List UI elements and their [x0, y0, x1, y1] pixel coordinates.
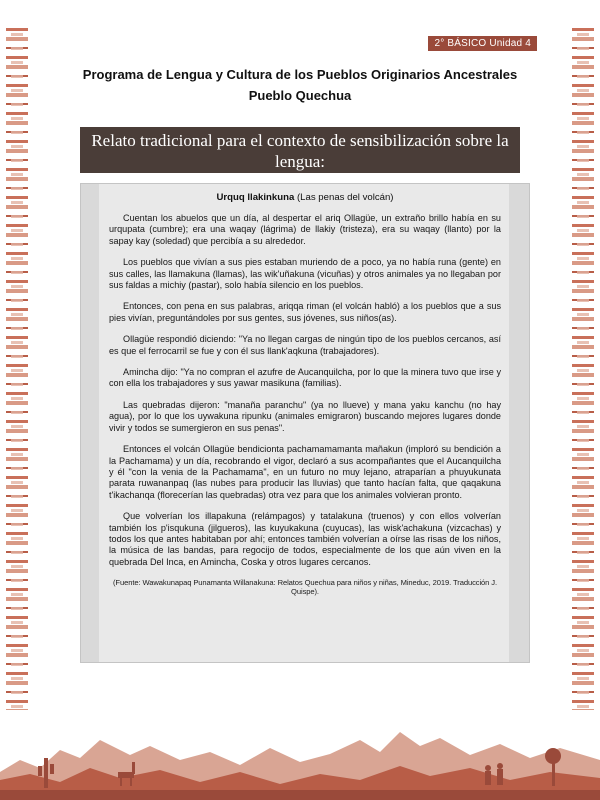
story-content [99, 184, 509, 662]
unit-badge: 2° BÁSICO Unidad 4 [428, 36, 537, 51]
story-box [80, 183, 530, 663]
landscape-illustration [0, 710, 600, 800]
decorative-border-right [572, 28, 594, 718]
story-paragraph: Que volverían los illapakuna (relámpagos) y tatalakuna (truenos) y con ellos volverían también los p'isqukuna (jilgueros), las kuyukakuna (cuyucas), las wisk'achakuna (vizcachas) y todos los que antes habitaban por ahí; entonces también volverían a oírse las risas de los niños, la música de las bandas, para regocijo de todos, especialmente de los que aún viven en la quebrada Del Inca, en Amincha, Coska y otros lugares cercanos. [109, 511, 501, 567]
story-paragraph: Entonces, con pena en sus palabras, ariqqa riman (el volcán habló) a los pueblos que a sus pies vivían, preguntándoles por sus gentes, sus jóvenes, sus niños(as). [109, 301, 501, 323]
story-paragraph: Cuentan los abuelos que un día, al despertar el ariq Ollagüe, un extraño brillo había en su urqupata (cumbre); era una waqay (lágrima) de llakiy (tristeza), era su waqay (llanto) por la sapay kay (soledad) que percibía a su alrededor. [109, 213, 501, 246]
program-title-line1: Programa de Lengua y Cultura de los Pueblos Originarios Ancestrales [82, 67, 518, 82]
story-source: (Fuente: Wawakunapaq Punamanta Willanakuna: Relatos Quechua para niños y niñas, Mineduc, 2019. Traducción J. Quispe). [112, 578, 498, 597]
program-title-line2: Pueblo Quechua [248, 88, 352, 103]
story-paragraph: Amincha dijo: "Ya no compran el azufre de Aucanquilcha, por lo que la minera tuvo que irse y con ella los trabajadores y sus yawar masikuna (familias). [109, 367, 501, 389]
story-paragraph: Los pueblos que vivían a sus pies estaban muriendo de a poco, ya no había runa (gente) en sus calles, las llamakuna (llamas), las wik'uñakuna (vicuñas) y otros animales ya no llegaban por sus faldas a michiy (pastar), solo había silencio en los pueblos. [109, 257, 501, 291]
program-title [0, 64, 600, 106]
section-banner: Relato tradicional para el contexto de sensibilización sobre la lengua: [80, 127, 520, 173]
story-paragraph: Ollagüe respondió diciendo: "Ya no llegan cargas de ningún tipo de los pueblos cercanos, así es que el ferrocarril se fue y con él sus llank'aqkuna (trabajadores). [109, 334, 501, 356]
story-paragraph: Entonces el volcán Ollagüe bendicionta pachamamamanta mañakun (imploró su bendición a la Pachamama) y un día, recobrando el vigor, declaró a sus acompañantes que el Aucanquilcha y él "con la venia de la Pachamama", en un futuro no muy lejano, atraparían a phuyukunata parata ruwananpaq (las nubes para producir las lluvias) que tanto hacían falta, que qaqakuna t'ikachanqa (florecerían las quebradas) otra vez para que los animales volvieran pronto. [109, 444, 501, 500]
story-title-spanish: (Las penas del volcán) [294, 192, 394, 203]
decorative-border-left [6, 28, 28, 718]
story-title [109, 192, 501, 203]
story-paragraph: Las quebradas dijeron: "manaña paranchu" (ya no llueve) y mana yaku kanchu (no hay agua), por lo que los uywakuna ripunku (animales emigraron) buscando mejores lugares donde vivir y todos se sumergieron en sus penas". [109, 399, 501, 433]
story-title-quechua: Urquq llakinkuna [216, 192, 295, 203]
